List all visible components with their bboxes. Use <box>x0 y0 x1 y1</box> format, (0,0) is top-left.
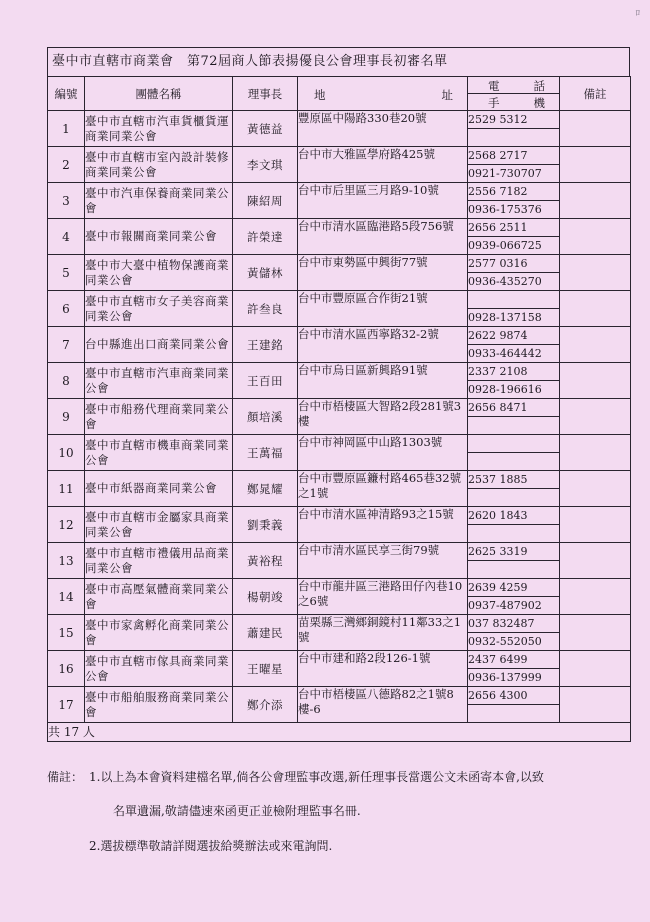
table-row <box>48 615 631 633</box>
president-name: 黃裕程 <box>233 543 298 579</box>
address: 台中市清水區民享三街79號 <box>298 543 468 579</box>
notes-line-3: 2.選拔標準敬請詳閱選拔給獎辦法或來電詢問. <box>89 839 333 853</box>
organization-name: 臺中市直轄市傢具商業同業公會 <box>85 651 233 687</box>
address: 台中市清水區西寧路32-2號 <box>298 327 468 363</box>
table-header <box>48 77 631 111</box>
table-row <box>48 399 631 417</box>
telephone: 2556 7182 <box>468 183 560 201</box>
telephone: 2537 1885 <box>468 471 560 489</box>
telephone: 2656 2511 <box>468 219 560 237</box>
telephone: 2639 4259 <box>468 579 560 597</box>
table-body <box>48 111 631 723</box>
note-cell <box>560 435 631 471</box>
table-row <box>48 579 631 597</box>
telephone: 2625 3319 <box>468 543 560 561</box>
row-number: 15 <box>48 615 85 651</box>
mobile-phone: 0933-464442 <box>468 345 560 363</box>
row-number: 7 <box>48 327 85 363</box>
organization-name: 臺中市家禽孵化商業同業公會 <box>85 615 233 651</box>
header-phone-left: 電 <box>488 79 500 93</box>
table-row <box>48 291 631 309</box>
telephone: 037 832487 <box>468 615 560 633</box>
mobile-phone: 0939-066725 <box>468 237 560 255</box>
notes-label: 備註： <box>47 770 84 784</box>
header-mobile <box>468 94 560 111</box>
note-cell <box>560 291 631 327</box>
document-title: 臺中市直轄市商業會 第72屆商人節表揚優良公會理事長初審名單 <box>47 47 630 76</box>
mobile-phone: 0932-552050 <box>468 633 560 651</box>
roster-sheet <box>47 47 630 742</box>
telephone: 2568 2717 <box>468 147 560 165</box>
mobile-phone: 0928-137158 <box>468 309 560 327</box>
table-row <box>48 147 631 165</box>
table-row <box>48 435 631 453</box>
row-number: 13 <box>48 543 85 579</box>
president-name: 顏培溪 <box>233 399 298 435</box>
telephone: 2656 8471 <box>468 399 560 417</box>
address: 台中市后里區三月路9-10號 <box>298 183 468 219</box>
organization-name: 臺中市直轄市金屬家具商業同業公會 <box>85 507 233 543</box>
note-cell <box>560 147 631 183</box>
note-cell <box>560 471 631 507</box>
table-row <box>48 471 631 489</box>
telephone: 2337 2108 <box>468 363 560 381</box>
address: 台中市大雅區學府路425號 <box>298 147 468 183</box>
organization-name: 臺中市報關商業同業公會 <box>85 219 233 255</box>
note-cell <box>560 219 631 255</box>
mobile-phone <box>468 453 560 471</box>
row-number: 10 <box>48 435 85 471</box>
table-row <box>48 507 631 525</box>
header-mobile-right: 機 <box>533 96 545 110</box>
president-name: 蕭建民 <box>233 615 298 651</box>
organization-name: 臺中市直轄市機車商業同業公會 <box>85 435 233 471</box>
note-cell <box>560 615 631 651</box>
total-count: 共 17 人 <box>48 723 631 742</box>
note-cell <box>560 111 631 147</box>
header-no: 編號 <box>48 77 85 111</box>
table-row <box>48 687 631 705</box>
header-address <box>298 77 468 111</box>
note-cell <box>560 543 631 579</box>
organization-name: 臺中市直轄市室內設計裝修商業同業公會 <box>85 147 233 183</box>
header-note: 備註 <box>560 77 631 111</box>
row-number: 1 <box>48 111 85 147</box>
table-row <box>48 255 631 273</box>
mobile-phone: 0937-487902 <box>468 597 560 615</box>
row-number: 3 <box>48 183 85 219</box>
president-name: 楊朝竣 <box>233 579 298 615</box>
organization-name: 臺中市直轄市汽車商業同業公會 <box>85 363 233 399</box>
table-row <box>48 327 631 345</box>
header-phone-right: 話 <box>533 79 545 93</box>
president-name: 黃儲林 <box>233 255 298 291</box>
mobile-phone: 0936-137999 <box>468 669 560 687</box>
notes-line-1: 1.以上為本會資料建檔名單,倘各公會理監事改選,新任理事長當選公文未函寄本會,以致 <box>89 770 544 784</box>
address: 台中市豐原區鐮村路465巷32號之1號 <box>298 471 468 507</box>
table-row <box>48 363 631 381</box>
note-cell <box>560 507 631 543</box>
organization-name: 臺中市直轄市汽車貨櫃貨運商業同業公會 <box>85 111 233 147</box>
telephone: 2437 6499 <box>468 651 560 669</box>
address: 台中市清水區臨港路5段756號 <box>298 219 468 255</box>
telephone: 2529 5312 <box>468 111 560 129</box>
president-name: 許榮達 <box>233 219 298 255</box>
address: 豐原區中陽路330巷20號 <box>298 111 468 147</box>
president-name: 王萬福 <box>233 435 298 471</box>
organization-name: 臺中市汽車保養商業同業公會 <box>85 183 233 219</box>
row-number: 11 <box>48 471 85 507</box>
mobile-phone <box>468 525 560 543</box>
row-number: 6 <box>48 291 85 327</box>
address: 台中市烏日區新興路91號 <box>298 363 468 399</box>
table-row <box>48 651 631 669</box>
note-cell <box>560 651 631 687</box>
note-cell <box>560 327 631 363</box>
note-cell <box>560 255 631 291</box>
address: 台中市梧棲區八德路82之1號8樓-6 <box>298 687 468 723</box>
telephone <box>468 291 560 309</box>
address: 台中市豐原區合作街21號 <box>298 291 468 327</box>
mobile-phone: 0928-196616 <box>468 381 560 399</box>
header-president: 理事長 <box>233 77 298 111</box>
header-name: 團體名稱 <box>85 77 233 111</box>
note-cell <box>560 579 631 615</box>
telephone: 2622 9874 <box>468 327 560 345</box>
row-number: 8 <box>48 363 85 399</box>
address: 台中市梧棲區大智路2段281號3樓 <box>298 399 468 435</box>
header-phone <box>468 77 560 94</box>
row-number: 2 <box>48 147 85 183</box>
telephone: 2577 0316 <box>468 255 560 273</box>
table-row <box>48 111 631 129</box>
table-row <box>48 183 631 201</box>
address: 台中市神岡區中山路1303號 <box>298 435 468 471</box>
note-cell <box>560 399 631 435</box>
mobile-phone <box>468 489 560 507</box>
president-name: 李文琪 <box>233 147 298 183</box>
address: 台中市龍井區三港路田仔內巷10之6號 <box>298 579 468 615</box>
telephone: 2620 1843 <box>468 507 560 525</box>
roster-table <box>47 76 631 742</box>
organization-name: 臺中市直轄市女子美容商業同業公會 <box>85 291 233 327</box>
mobile-phone: 0921-730707 <box>468 165 560 183</box>
row-number: 12 <box>48 507 85 543</box>
president-name: 陳紹周 <box>233 183 298 219</box>
mobile-phone: 0936-435270 <box>468 273 560 291</box>
president-name: 鄭晁耀 <box>233 471 298 507</box>
header-address-left: 地 <box>314 88 326 102</box>
row-number: 16 <box>48 651 85 687</box>
organization-name: 臺中市船務代理商業同業公會 <box>85 399 233 435</box>
mobile-phone <box>468 129 560 147</box>
header-address-right: 址 <box>441 88 453 102</box>
telephone <box>468 435 560 453</box>
organization-name: 台中縣進出口商業同業公會 <box>85 327 233 363</box>
organization-name: 臺中市大臺中植物保護商業同業公會 <box>85 255 233 291</box>
address: 台中市東勢區中興街77號 <box>298 255 468 291</box>
president-name: 劉秉義 <box>233 507 298 543</box>
note-cell <box>560 363 631 399</box>
row-number: 9 <box>48 399 85 435</box>
president-name: 王曜星 <box>233 651 298 687</box>
organization-name: 臺中市船舶服務商業同業公會 <box>85 687 233 723</box>
address: 台中市清水區神清路93之15號 <box>298 507 468 543</box>
corner-mark: ﾛ <box>635 9 640 19</box>
row-number: 5 <box>48 255 85 291</box>
president-name: 王建銘 <box>233 327 298 363</box>
note-cell <box>560 183 631 219</box>
table-row <box>48 219 631 237</box>
row-number: 17 <box>48 687 85 723</box>
mobile-phone <box>468 705 560 723</box>
mobile-phone: 0936-175376 <box>468 201 560 219</box>
table-row <box>48 543 631 561</box>
organization-name: 臺中市紙器商業同業公會 <box>85 471 233 507</box>
address: 台中市建和路2段126-1號 <box>298 651 468 687</box>
row-number: 4 <box>48 219 85 255</box>
president-name: 許叁良 <box>233 291 298 327</box>
row-number: 14 <box>48 579 85 615</box>
organization-name: 臺中市高壓氣體商業同業公會 <box>85 579 233 615</box>
organization-name: 臺中市直轄市禮儀用品商業同業公會 <box>85 543 233 579</box>
mobile-phone <box>468 561 560 579</box>
president-name: 黃德益 <box>233 111 298 147</box>
address: 苗栗縣三灣鄉銅鏡村11鄰33之1號 <box>298 615 468 651</box>
telephone: 2656 4300 <box>468 687 560 705</box>
president-name: 鄭介添 <box>233 687 298 723</box>
president-name: 王百田 <box>233 363 298 399</box>
mobile-phone <box>468 417 560 435</box>
header-mobile-left: 手 <box>488 96 500 110</box>
notes-line-2: 名單遺漏,敬請儘速來函更正並檢附理監事名冊. <box>113 804 361 818</box>
note-cell <box>560 687 631 723</box>
